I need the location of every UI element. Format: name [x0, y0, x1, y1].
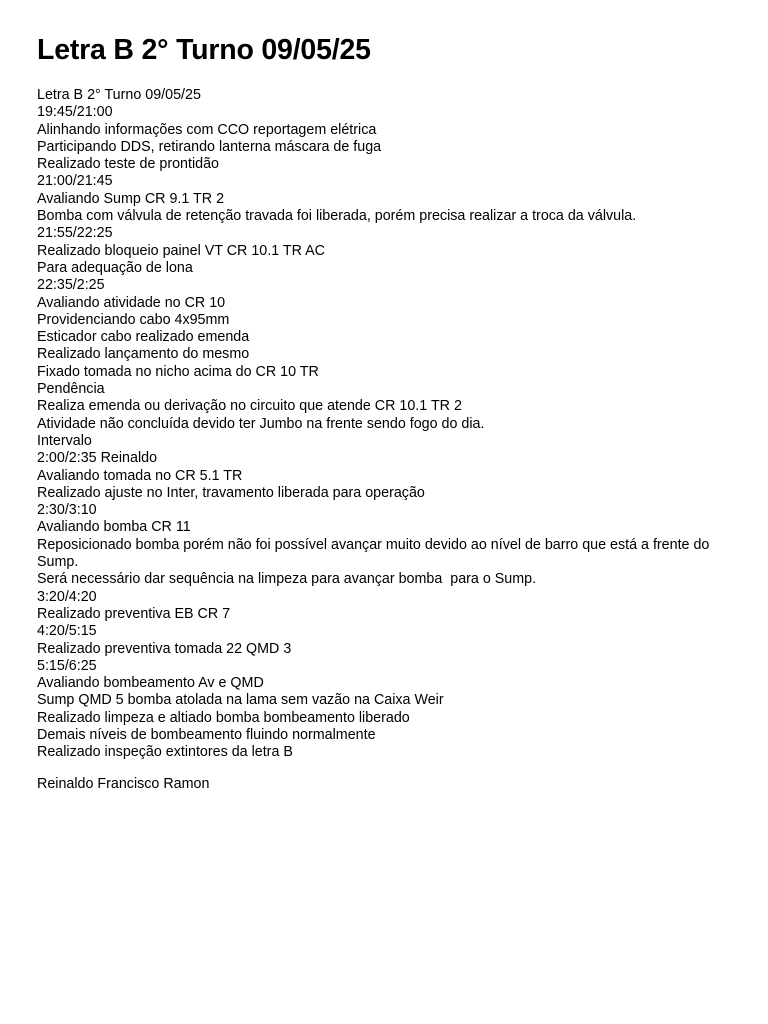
- text-line: Reposicionado bomba porém não foi possível avançar muito devido ao nível de barro que está a frente do Sump.: [37, 536, 714, 571]
- text-line: Realizado bloqueio painel VT CR 10.1 TR AC: [37, 242, 325, 259]
- text-line: Avaliando tomada no CR 5.1 TR: [37, 467, 243, 484]
- text-line: Realizado ajuste no Inter, travamento liberada para operação: [37, 484, 425, 501]
- text-line: Demais níveis de bombeamento fluindo normalmente: [37, 726, 376, 743]
- text-line: Realizado preventiva EB CR 7: [37, 605, 231, 622]
- text-line: Providenciando cabo 4x95mm: [37, 311, 230, 328]
- text-line: 5:15/6:25: [37, 657, 97, 674]
- text-line: Realiza emenda ou derivação no circuito que atende CR 10.1 TR 2: [37, 398, 462, 415]
- text-line: Realizado lançamento do mesmo: [37, 346, 250, 363]
- text-line: Sump QMD 5 bomba atolada na lama sem vazão na Caixa Weir: [37, 692, 444, 709]
- text-line: 21:00/21:45: [37, 173, 113, 190]
- text-line: 19:45/21:00: [37, 104, 113, 121]
- document-signature: Reinaldo Francisco Ramon: [37, 775, 210, 792]
- text-line: Intervalo: [37, 432, 92, 449]
- text-line: Realizado teste de prontidão: [37, 156, 220, 173]
- text-line: Realizado inspeção extintores da letra B: [37, 744, 293, 761]
- text-line: 2:00/2:35 Reinaldo: [37, 450, 158, 467]
- text-line: Realizado limpeza e altiado bomba bombeamento liberado: [37, 709, 410, 726]
- text-line: 22:35/2:25: [37, 277, 105, 294]
- text-line: Será necessário dar sequência na limpeza para avançar bomba para o Sump.: [37, 571, 537, 588]
- text-line: Avaliando bombeamento Av e QMD: [37, 675, 264, 692]
- text-line: Alinhando informações com CCO reportagem elétrica: [37, 121, 377, 138]
- text-line: Atividade não concluída devido ter Jumbo na frente sendo fogo do dia.: [37, 415, 485, 432]
- text-line: Avaliando Sump CR 9.1 TR 2: [37, 190, 225, 207]
- document-body: [37, 87, 737, 762]
- document-page: [37, 30, 737, 793]
- text-line: Realizado preventiva tomada 22 QMD 3: [37, 640, 292, 657]
- text-line: Fixado tomada no nicho acima do CR 10 TR: [37, 363, 319, 380]
- text-line: 21:55/22:25: [37, 225, 113, 242]
- text-line: Pendência: [37, 381, 105, 398]
- text-line: Para adequação de lona: [37, 259, 193, 276]
- text-line: Participando DDS, retirando lanterna máscara de fuga: [37, 138, 382, 155]
- text-line: Letra B 2° Turno 09/05/25: [37, 87, 201, 103]
- text-line: Esticador cabo realizado emenda: [37, 329, 250, 346]
- text-line: 3:20/4:20: [37, 588, 97, 605]
- document-title: Letra B 2° Turno 09/05/25: [37, 34, 371, 66]
- text-line: Avaliando atividade no CR 10: [37, 294, 226, 311]
- text-line: 4:20/5:15: [37, 623, 97, 640]
- text-line: 2:30/3:10: [37, 502, 97, 519]
- text-line: Bomba com válvula de retenção travada foi liberada, porém precisa realizar a troca da válvula.: [37, 208, 637, 225]
- text-line: Avaliando bomba CR 11: [37, 519, 191, 536]
